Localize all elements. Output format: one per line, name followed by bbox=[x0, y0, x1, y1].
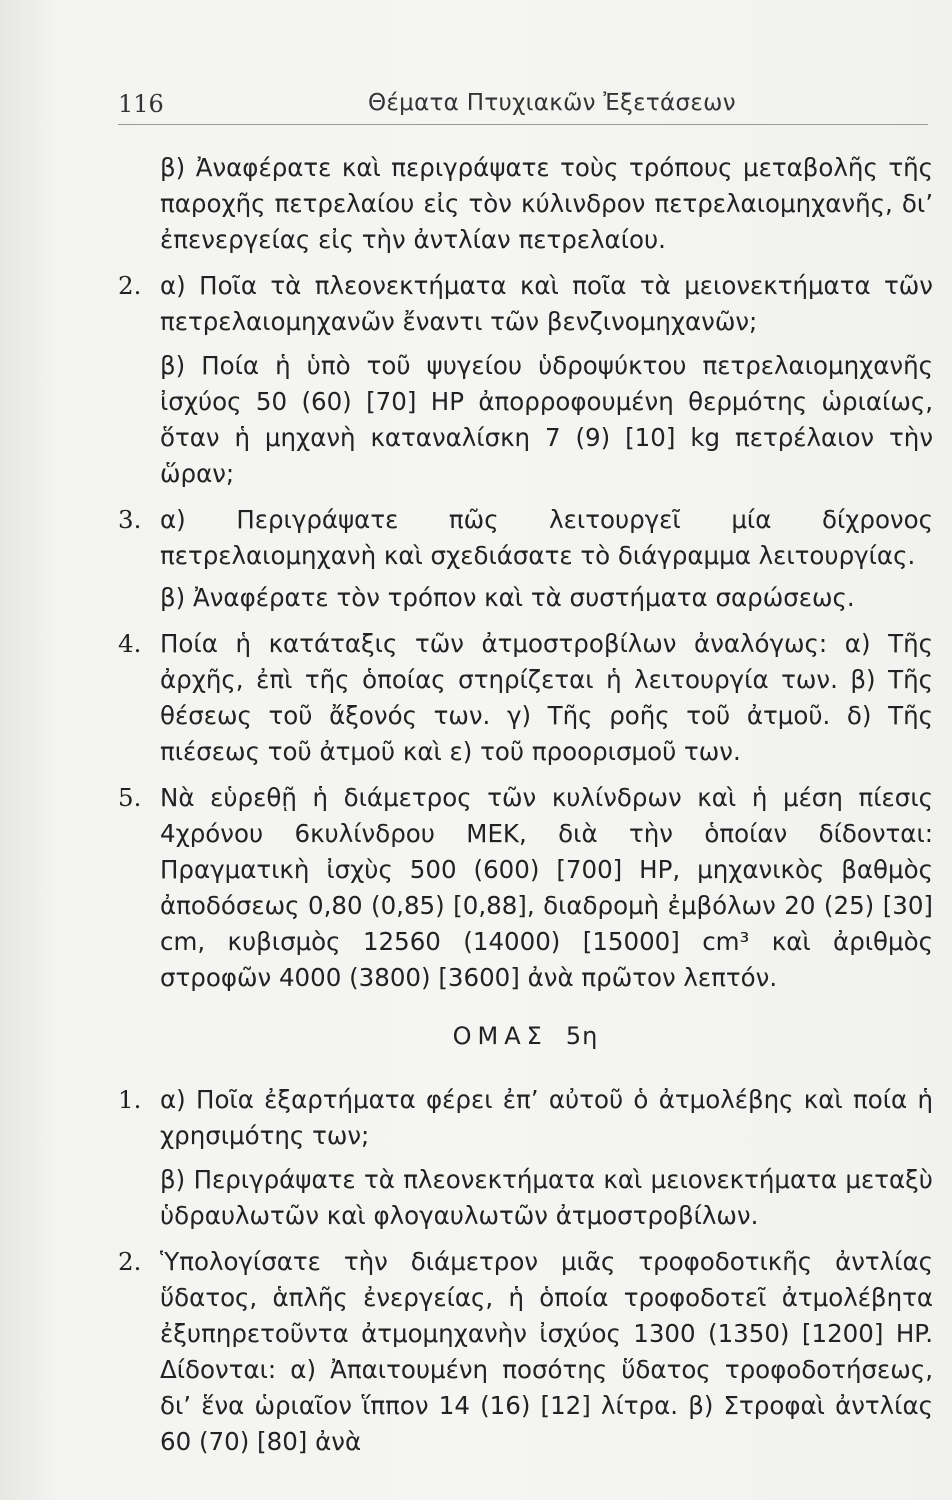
question-number: 3. bbox=[118, 505, 142, 534]
question-item bbox=[118, 1082, 933, 1234]
question-item bbox=[118, 502, 933, 616]
running-title: Θέματα Πτυχιακῶν Ἐξετάσεων bbox=[368, 90, 736, 116]
intro-paragraph bbox=[118, 150, 933, 258]
question-part: Νὰ εὑρεθῇ ἡ διάμετρος τῶν κυλίνδρων καὶ ἡ μέση πίεσις 4χρόνου 6κυλίνδρου ΜΕΚ, διὰ τὴν ὁποίαν δίδονται: Πραγματικὴ ἰσχὺς 500 (600) [700] HP, μηχανικὸς βαθμὸς ἀποδόσεως 0,80 (0,85) [0,88], διαδρομὴ ἐμβόλων 20 (25) [30] cm, κυβισμὸς 12560 (14000) [15000] cm³ καὶ ἀριθμὸς στροφῶν 4000 (3800) [3600] ἀνὰ πρῶτον λεπτόν. bbox=[160, 783, 934, 992]
header-rule bbox=[118, 124, 928, 125]
question-5-a bbox=[118, 780, 933, 996]
question-4-a bbox=[118, 626, 933, 770]
question-part: β) Περιγράψατε τὰ πλεονεκτήματα καὶ μειονεκτήματα μεταξὺ ὑδραυλωτῶν καὶ φλογαυλωτῶν ἀτμοστροβίλων. bbox=[160, 1165, 933, 1230]
question-2-a bbox=[118, 268, 933, 492]
question-part: β) Ἀναφέρατε τὸν τρόπον καὶ τὰ συστήματα σαρώσεως. bbox=[160, 583, 855, 612]
question-part: Ὑπολογίσατε τὴν διάμετρον μιᾶς τροφοδοτικῆς ἀντλίας ὕδατος, ἁπλῆς ἐνεργείας, ἡ ὁποία τροφοδοτεῖ ἀτμολέβητα ἐξυπηρετοῦντα ἀτμομηχανὴν ἰσχύος 1300 (1350) [1200] HP. Δίδονται: α) Ἀπαιτουμένη ποσότης ὕδατος τροφοδοτήσεως, δι’ ἕνα ὡριαῖον ἵππον 14 (16) [12] λίτρα. β) Στροφαὶ ἀντλίας 60 (70) [80] ἀνὰ bbox=[160, 1247, 933, 1456]
question-1-b bbox=[118, 1082, 933, 1234]
question-number: 4. bbox=[118, 629, 142, 658]
question-3-a bbox=[118, 502, 933, 616]
question-item bbox=[118, 268, 933, 492]
question-number: 2. bbox=[118, 271, 142, 300]
section-heading bbox=[118, 1018, 933, 1054]
question-part: α) Ποῖα ἐξαρτήματα φέρει ἐπ’ αὐτοῦ ὁ ἀτμολέβης καὶ ποία ἡ χρησιμότης των; bbox=[160, 1085, 933, 1150]
page-header bbox=[118, 84, 928, 124]
question-part: β) Ποία ἡ ὑπὸ τοῦ ψυγείου ὑδροψύκτου πετρελαιομηχανῆς ἰσχύος 50 (60) [70] HP ἀπορροφουμένη θερμότης ὡριαίως, ὅταν ἡ μηχανὴ καταναλίσκη 7 (9) [10] kg πετρέλαιον τὴν ὥραν; bbox=[160, 351, 933, 488]
question-number: 1. bbox=[118, 1085, 142, 1114]
page-body bbox=[118, 150, 933, 1470]
question-item bbox=[118, 780, 933, 996]
question-number: 2. bbox=[118, 1247, 142, 1276]
question-number: 5. bbox=[118, 783, 142, 812]
question-part: α) Περιγράψατε πῶς λειτουργεῖ μία δίχρονος πετρελαιομηχανὴ καὶ σχεδιάσατε τὸ διάγραμμα λειτουργίας. bbox=[160, 505, 933, 570]
question-item bbox=[118, 1244, 933, 1460]
section-heading-ordinal: 5η bbox=[565, 1022, 599, 1050]
question-part: Ποία ἡ κατάταξις τῶν ἀτμοστροβίλων ἀναλόγως: α) Τῆς ἀρχῆς, ἐπὶ τῆς ὁποίας στηρίζεται ἡ λειτουργία των. β) Τῆς θέσεως τοῦ ἄξονός των. γ) Τῆς ροῆς τοῦ ἀτμοῦ. δ) Τῆς πιέσεως τοῦ ἀτμοῦ καὶ ε) τοῦ προορισμοῦ των. bbox=[160, 629, 933, 766]
page-number: 116 bbox=[118, 90, 164, 118]
intro-text: β) Ἀναφέρατε καὶ περιγράψατε τοὺς τρόπους μεταβολῆς τῆς παροχῆς πετρελαίου εἰς τὸν κύλινδρον πετρελαιομηχανῆς, δι’ ἐπενεργείας εἰς τὴν ἀντλίαν πετρελαίου. bbox=[160, 153, 933, 254]
question-item bbox=[118, 626, 933, 770]
question-2-b bbox=[118, 1244, 933, 1460]
section-heading-word: ΟΜΑΣ bbox=[452, 1022, 548, 1050]
question-part: α) Ποῖα τὰ πλεονεκτήματα καὶ ποῖα τὰ μειονεκτήματα τῶν πετρελαιομηχανῶν ἔναντι τῶν βενζινομηχανῶν; bbox=[160, 271, 933, 336]
